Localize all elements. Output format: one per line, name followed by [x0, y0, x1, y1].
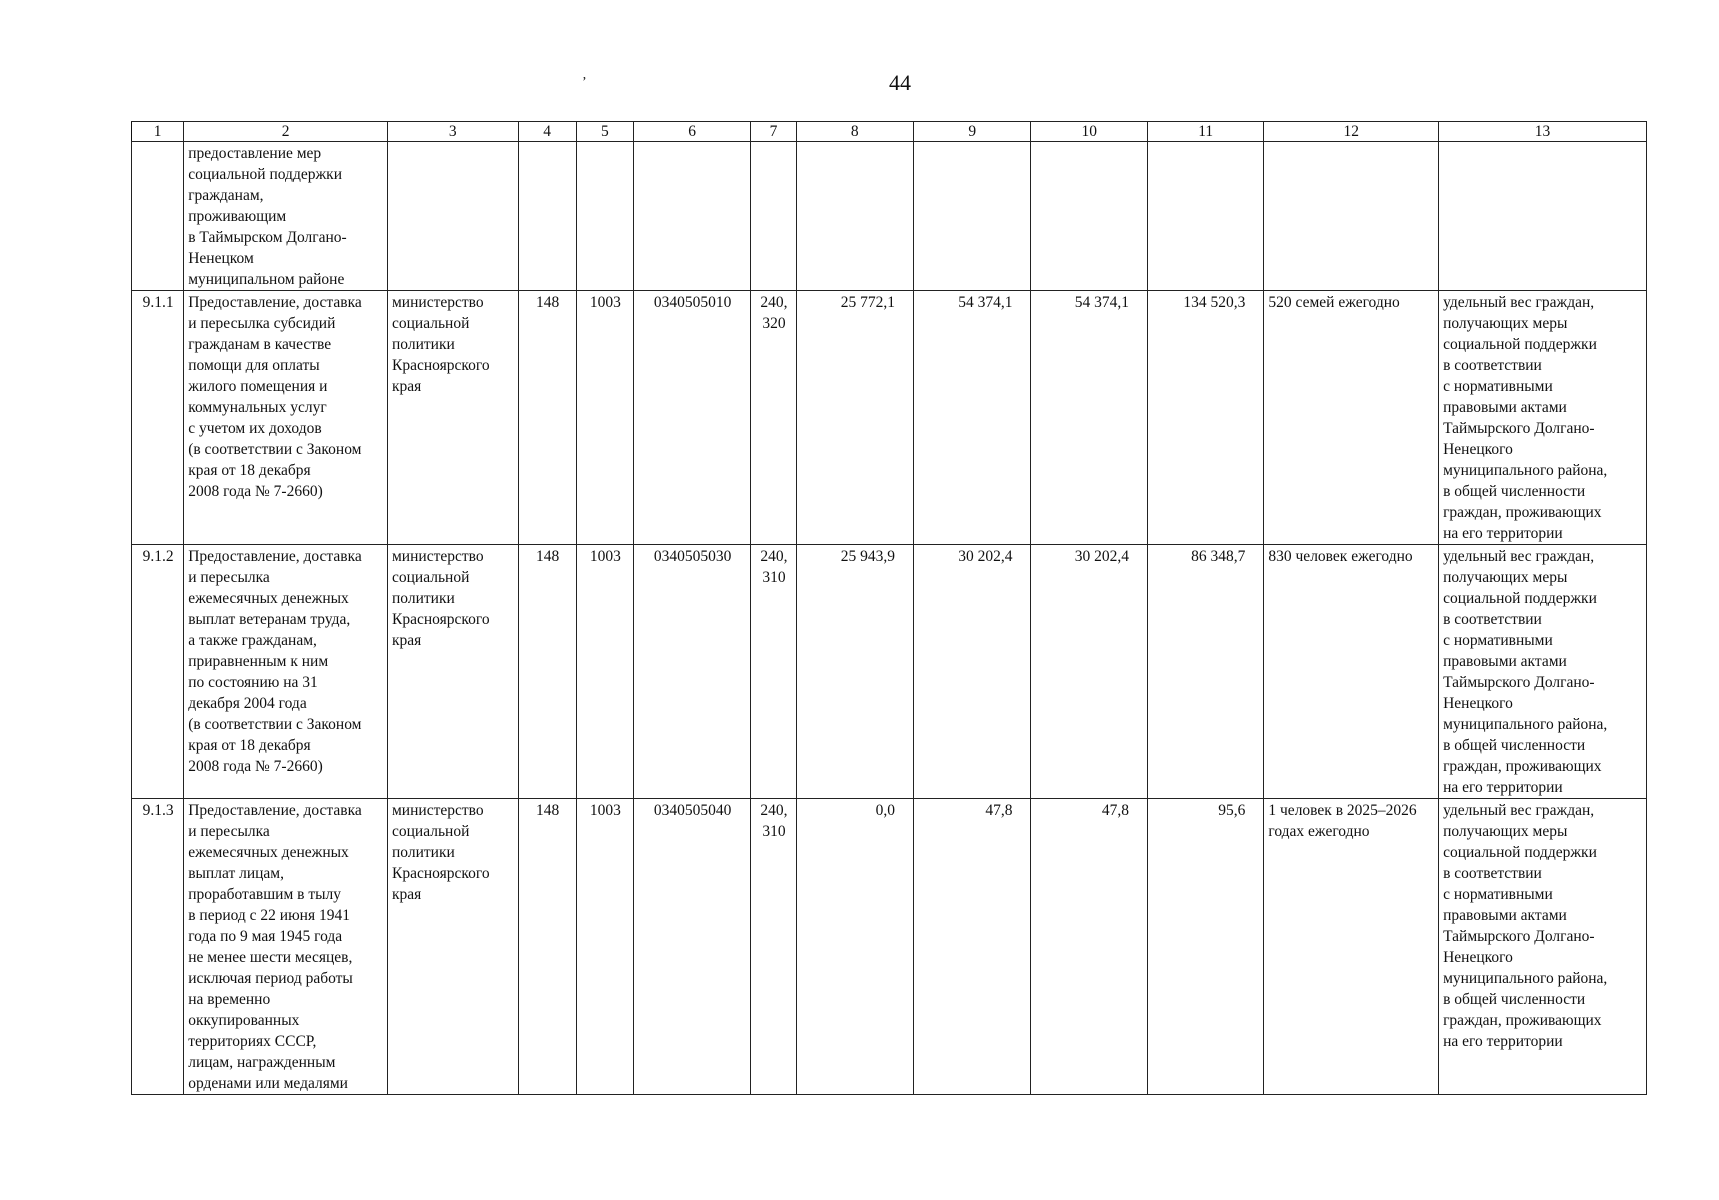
text-line: Таймырского Долгано-	[1443, 674, 1595, 691]
column-number-row	[132, 122, 1647, 142]
text-line: Таймырского Долгано-	[1443, 928, 1595, 945]
scan-mark: ʼ	[582, 75, 587, 90]
text-line: граждан, проживающих	[1443, 504, 1602, 521]
text-line: проработавшим в тылу	[188, 886, 342, 903]
table-row	[132, 291, 1647, 545]
column-header: 2	[184, 122, 388, 142]
amount-2026: 54 374,1	[1031, 291, 1147, 545]
text-line: помощи для оплаты	[188, 357, 320, 374]
cell	[518, 142, 576, 291]
text-line: Ненецкого	[1443, 441, 1513, 458]
text-line: годах ежегодно	[1268, 823, 1370, 840]
text-line: социальной поддержки	[1443, 590, 1597, 607]
text-line: оккупированных	[188, 1012, 300, 1029]
text-line: в общей численности	[1443, 991, 1586, 1008]
cell	[1031, 142, 1147, 291]
amount-total: 95,6	[1147, 799, 1263, 1095]
text-line: в соответствии	[1443, 357, 1542, 374]
cell	[388, 142, 519, 291]
text-line: социальной поддержки	[1443, 844, 1597, 861]
text-line: социальной поддержки	[188, 166, 342, 183]
text-line: в период с 22 июня 1941	[188, 907, 350, 924]
text-line: на его территории	[1443, 525, 1563, 542]
text-line: и пересылка субсидий	[188, 315, 336, 332]
text-line: территориях СССР,	[188, 1033, 317, 1050]
indicator-text	[1439, 799, 1647, 1095]
vr-code	[751, 799, 796, 1095]
amount-2024: 0,0	[796, 799, 913, 1095]
grbs-code: 148	[518, 799, 576, 1095]
text-line: правовыми актами	[1443, 653, 1567, 670]
text-line: (в соответствии с Законом	[188, 716, 362, 733]
text-line: 240,	[760, 802, 788, 819]
text-line: и пересылка	[188, 569, 270, 586]
text-line: 2008 года № 7-2660)	[188, 758, 323, 775]
amount-2024: 25 943,9	[796, 545, 913, 799]
cell	[132, 142, 184, 291]
column-header: 11	[1147, 122, 1263, 142]
text-line: гражданам в качестве	[188, 336, 332, 353]
rzpr-code: 1003	[576, 545, 633, 799]
table-row	[132, 799, 1647, 1095]
expected-result	[1264, 799, 1439, 1095]
text-line: предоставление мер	[188, 145, 322, 162]
text-line: Ненецкого	[1443, 949, 1513, 966]
column-header: 13	[1439, 122, 1647, 142]
text-line: лицам, награжденным	[188, 1054, 336, 1071]
column-header: 4	[518, 122, 576, 142]
text-line: Красноярского	[392, 865, 490, 882]
column-header: 7	[751, 122, 796, 142]
text-line: муниципальном районе	[188, 271, 345, 288]
text-line: Ненецком	[188, 250, 254, 267]
text-line: 240,	[760, 294, 788, 311]
rzpr-code: 1003	[576, 291, 633, 545]
amount-2025: 47,8	[914, 799, 1031, 1095]
text-line: Красноярского	[392, 357, 490, 374]
column-header: 8	[796, 122, 913, 142]
text-line: получающих меры	[1443, 823, 1568, 840]
text-line: Красноярского	[392, 611, 490, 628]
cell	[633, 142, 750, 291]
text-line: декабря 2004 года	[188, 695, 307, 712]
text-line: (в соответствии с Законом	[188, 441, 362, 458]
text-line: выплат лицам,	[188, 865, 284, 882]
text-line: 310	[762, 823, 786, 840]
text-line: министерство	[392, 294, 484, 311]
text-line: социальной	[392, 823, 470, 840]
column-header: 10	[1031, 122, 1147, 142]
text-line: края	[392, 632, 422, 649]
text-line: в Таймырском Долгано-	[188, 229, 347, 246]
amount-2026: 30 202,4	[1031, 545, 1147, 799]
program-table	[131, 121, 1647, 1095]
text-line: края	[392, 886, 422, 903]
text-line: по состоянию на 31	[188, 674, 318, 691]
expected-result	[1264, 291, 1439, 545]
cell	[1147, 142, 1263, 291]
text-line: 320	[762, 315, 786, 332]
text-line: граждан, проживающих	[1443, 1012, 1602, 1029]
amount-2026: 47,8	[1031, 799, 1147, 1095]
csr-code: 0340505030	[633, 545, 750, 799]
text-line: не менее шести месяцев,	[188, 949, 353, 966]
text-line: в соответствии	[1443, 611, 1542, 628]
text-line: года по 9 мая 1945 года	[188, 928, 343, 945]
amount-2025: 30 202,4	[914, 545, 1031, 799]
text-line: 830 человек ежегодно	[1268, 548, 1413, 565]
amount-total: 134 520,3	[1147, 291, 1263, 545]
text-line: ежемесячных денежных	[188, 844, 349, 861]
text-line: приравненным к ним	[188, 653, 329, 670]
text-line: с нормативными	[1443, 378, 1553, 395]
text-line: края	[392, 378, 422, 395]
text-line: Ненецкого	[1443, 695, 1513, 712]
text-line: удельный вес граждан,	[1443, 548, 1595, 565]
text-line: министерство	[392, 802, 484, 819]
cell	[914, 142, 1031, 291]
text-line: удельный вес граждан,	[1443, 802, 1595, 819]
text-line: 240,	[760, 548, 788, 565]
column-header: 9	[914, 122, 1031, 142]
text-line: в общей численности	[1443, 737, 1586, 754]
text-line: правовыми актами	[1443, 399, 1567, 416]
measure-name	[184, 799, 388, 1095]
text-line: получающих меры	[1443, 315, 1568, 332]
amount-total: 86 348,7	[1147, 545, 1263, 799]
text-line: жилого помещения и	[188, 378, 328, 395]
indicator-text	[1439, 291, 1647, 545]
column-header: 12	[1264, 122, 1439, 142]
text-line: Предоставление, доставка	[188, 548, 362, 565]
rzpr-code: 1003	[576, 799, 633, 1095]
executor	[388, 799, 519, 1095]
text-line: выплат ветеранам труда,	[188, 611, 351, 628]
column-header: 1	[132, 122, 184, 142]
text-line: Предоставление, доставка	[188, 294, 362, 311]
text-line: на его территории	[1443, 779, 1563, 796]
column-header: 5	[576, 122, 633, 142]
text-line: 1 человек в 2025–2026	[1268, 802, 1417, 819]
grbs-code: 148	[518, 545, 576, 799]
text-line: социальной поддержки	[1443, 336, 1597, 353]
vr-code	[751, 545, 796, 799]
executor	[388, 291, 519, 545]
column-header: 3	[388, 122, 519, 142]
vr-code	[751, 291, 796, 545]
text-line: Таймырского Долгано-	[1443, 420, 1595, 437]
text-line: политики	[392, 336, 455, 353]
cell	[576, 142, 633, 291]
text-line: социальной	[392, 315, 470, 332]
text-line: правовыми актами	[1443, 907, 1567, 924]
text-line: и пересылка	[188, 823, 270, 840]
grbs-code: 148	[518, 291, 576, 545]
column-header: 6	[633, 122, 750, 142]
executor	[388, 545, 519, 799]
text-line: 520 семей ежегодно	[1268, 294, 1400, 311]
row-number: 9.1.1	[132, 291, 184, 545]
text-line: муниципального района,	[1443, 716, 1608, 733]
measure-name	[184, 291, 388, 545]
text-line: ежемесячных денежных	[188, 590, 349, 607]
text-line: с учетом их доходов	[188, 420, 322, 437]
text-line: политики	[392, 590, 455, 607]
measure-name	[184, 545, 388, 799]
continuation-text	[184, 142, 388, 291]
text-line: 2008 года № 7-2660)	[188, 483, 323, 500]
text-line: а также гражданам,	[188, 632, 317, 649]
text-line: края от 18 декабря	[188, 737, 311, 754]
text-line: социальной	[392, 569, 470, 586]
text-line: 310	[762, 569, 786, 586]
text-line: министерство	[392, 548, 484, 565]
expected-result	[1264, 545, 1439, 799]
row-number: 9.1.3	[132, 799, 184, 1095]
text-line: орденами или медалями	[188, 1075, 348, 1092]
text-line: удельный вес граждан,	[1443, 294, 1595, 311]
text-line: в общей численности	[1443, 483, 1586, 500]
text-line: на временно	[188, 991, 271, 1008]
continuation-row	[132, 142, 1647, 291]
cell	[1264, 142, 1439, 291]
text-line: с нормативными	[1443, 632, 1553, 649]
text-line: края от 18 декабря	[188, 462, 311, 479]
csr-code: 0340505040	[633, 799, 750, 1095]
amount-2024: 25 772,1	[796, 291, 913, 545]
cell	[1439, 142, 1647, 291]
text-line: муниципального района,	[1443, 462, 1608, 479]
text-line: исключая период работы	[188, 970, 353, 987]
text-line: коммунальных услуг	[188, 399, 327, 416]
text-line: гражданам,	[188, 187, 264, 204]
text-line: политики	[392, 844, 455, 861]
text-line: на его территории	[1443, 1033, 1563, 1050]
text-line: граждан, проживающих	[1443, 758, 1602, 775]
row-number: 9.1.2	[132, 545, 184, 799]
text-line: в соответствии	[1443, 865, 1542, 882]
text-line: с нормативными	[1443, 886, 1553, 903]
table-row	[132, 545, 1647, 799]
text-line: Предоставление, доставка	[188, 802, 362, 819]
indicator-text	[1439, 545, 1647, 799]
text-line: муниципального района,	[1443, 970, 1608, 987]
csr-code: 0340505010	[633, 291, 750, 545]
page-number: 44	[889, 70, 911, 95]
cell	[751, 142, 796, 291]
cell	[796, 142, 913, 291]
amount-2025: 54 374,1	[914, 291, 1031, 545]
text-line: проживающим	[188, 208, 287, 225]
text-line: получающих меры	[1443, 569, 1568, 586]
